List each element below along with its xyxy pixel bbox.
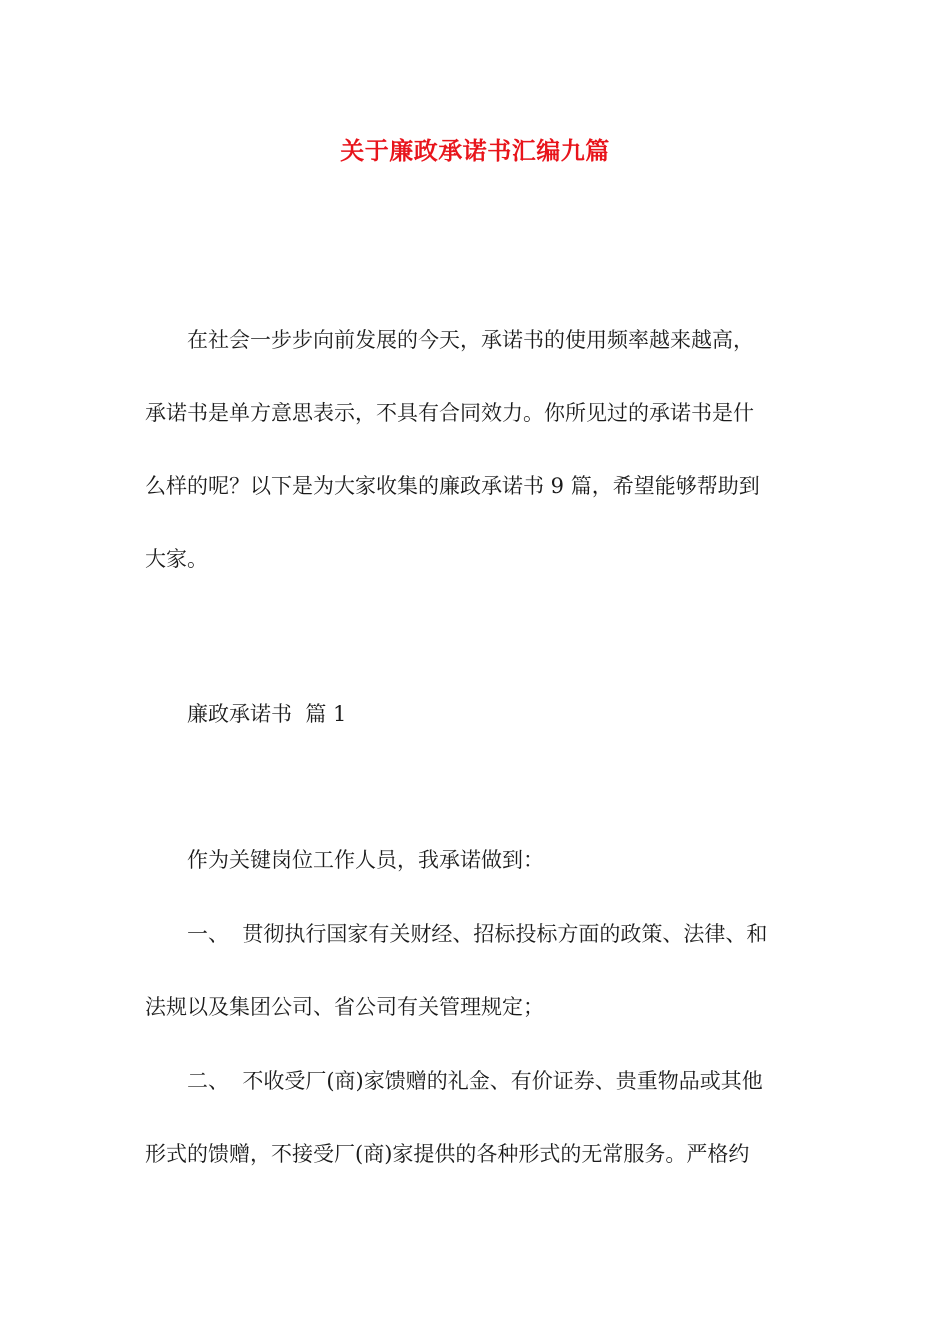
pledge-intro-text: 作为关键岗位工作人员，我承诺做到： bbox=[187, 848, 544, 872]
pledge-intro-paragraph bbox=[145, 824, 807, 897]
pledge-item-2-line-1: 二、 不收受厂(商)家馈赠的礼金、有价证券、贵重物品或其他 bbox=[187, 1069, 763, 1093]
pledge-item-2-line-2: 形式的馈赠，不接受厂(商)家提供的各种形式的无常服务。严格约 bbox=[145, 1142, 750, 1166]
intro-line-1: 在社会一步步向前发展的今天，承诺书的使用频率越来越高， bbox=[187, 328, 754, 352]
intro-line-4: 大家。 bbox=[145, 547, 208, 571]
pledge-item-1-line-1: 一、 贯彻执行国家有关财经、招标投标方面的政策、法律、和 bbox=[187, 922, 768, 946]
intro-line-2: 承诺书是单方意思表示，不具有合同效力。你所见过的承诺书是什 bbox=[145, 401, 754, 425]
intro-line-3: 么样的呢？以下是为大家收集的廉政承诺书 9 篇，希望能够帮助到 bbox=[145, 474, 760, 498]
section-heading-text: 廉政承诺书 篇 1 bbox=[187, 702, 347, 726]
pledge-item-1 bbox=[145, 898, 807, 1044]
document-title: 关于廉政承诺书汇编九篇 bbox=[340, 136, 610, 165]
pledge-item-2 bbox=[145, 1045, 807, 1191]
section-heading bbox=[145, 678, 807, 751]
intro-paragraph bbox=[145, 304, 807, 596]
pledge-item-1-line-2: 法规以及集团公司、省公司有关管理规定； bbox=[145, 995, 544, 1019]
